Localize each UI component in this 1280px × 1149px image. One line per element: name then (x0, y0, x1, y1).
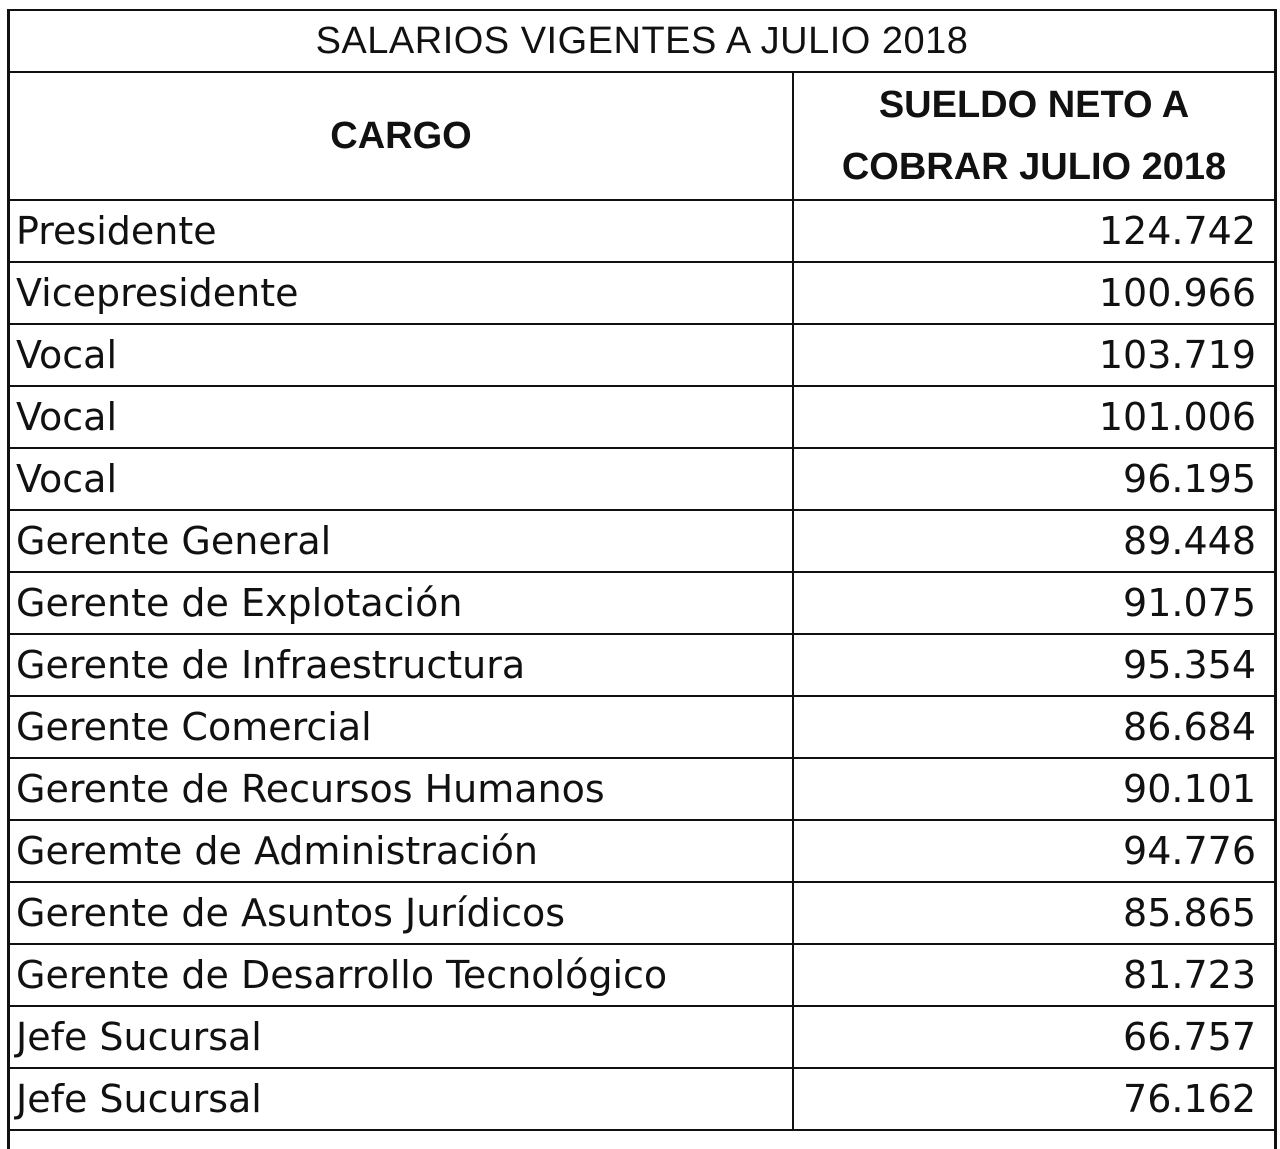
cargo-cell: Gerente de Desarrollo Tecnológico (10, 944, 793, 1006)
sueldo-cell: 81.723 (793, 944, 1274, 1006)
table-row (10, 448, 1274, 510)
table-row (10, 572, 1274, 634)
table-row (10, 1068, 1274, 1130)
table-row (10, 200, 1274, 262)
table-row (10, 510, 1274, 572)
sueldo-cell: 124.742 (793, 200, 1274, 262)
cargo-cell: Vocal (10, 324, 793, 386)
table-row (10, 882, 1274, 944)
table-row (10, 634, 1274, 696)
cargo-cell: Gerente de Explotación (10, 572, 793, 634)
table-row (10, 324, 1274, 386)
table-row (10, 696, 1274, 758)
cargo-cell: Jefe Sucursal (10, 1006, 793, 1068)
sueldo-cell: 90.101 (793, 758, 1274, 820)
sueldo-cell: 85.865 (793, 882, 1274, 944)
sueldo-cell: 91.075 (793, 572, 1274, 634)
cargo-cell: Vocal (10, 386, 793, 448)
cargo-cell: Gerente de Asuntos Jurídicos (10, 882, 793, 944)
header-row (10, 73, 1274, 200)
sueldo-cell: 101.006 (793, 386, 1274, 448)
cargo-cell: Vicepresidente (10, 262, 793, 324)
salary-sheet (7, 9, 1277, 1149)
table-row (10, 758, 1274, 820)
sueldo-cell: 95.354 (793, 634, 1274, 696)
table-row (10, 386, 1274, 448)
table-row (10, 1006, 1274, 1068)
sueldo-cell: 100.966 (793, 262, 1274, 324)
sueldo-cell: 94.776 (793, 820, 1274, 882)
sueldo-cell: 86.684 (793, 696, 1274, 758)
table-row (10, 944, 1274, 1006)
cargo-cell: Geremte de Administración (10, 820, 793, 882)
table-row (10, 820, 1274, 882)
cargo-cell: Gerente Comercial (10, 696, 793, 758)
header-sueldo-line1: SUELDO NETO A (878, 84, 1190, 126)
header-sueldo (793, 73, 1274, 200)
sueldo-cell: 103.719 (793, 324, 1274, 386)
salary-table (10, 73, 1274, 1131)
sueldo-cell: 66.757 (793, 1006, 1274, 1068)
cargo-cell: Gerente de Recursos Humanos (10, 758, 793, 820)
cargo-cell: Jefe Sucursal (10, 1068, 793, 1130)
header-cargo: CARGO (10, 73, 793, 200)
header-sueldo-line2: COBRAR JULIO 2018 (841, 146, 1227, 188)
sueldo-cell: 76.162 (793, 1068, 1274, 1130)
cargo-cell: Vocal (10, 448, 793, 510)
sueldo-cell: 96.195 (793, 448, 1274, 510)
cargo-cell: Gerente General (10, 510, 793, 572)
sueldo-cell: 89.448 (793, 510, 1274, 572)
cargo-cell: Presidente (10, 200, 793, 262)
cargo-cell: Gerente de Infraestructura (10, 634, 793, 696)
table-title: SALARIOS VIGENTES A JULIO 2018 (10, 11, 1274, 73)
table-row (10, 262, 1274, 324)
